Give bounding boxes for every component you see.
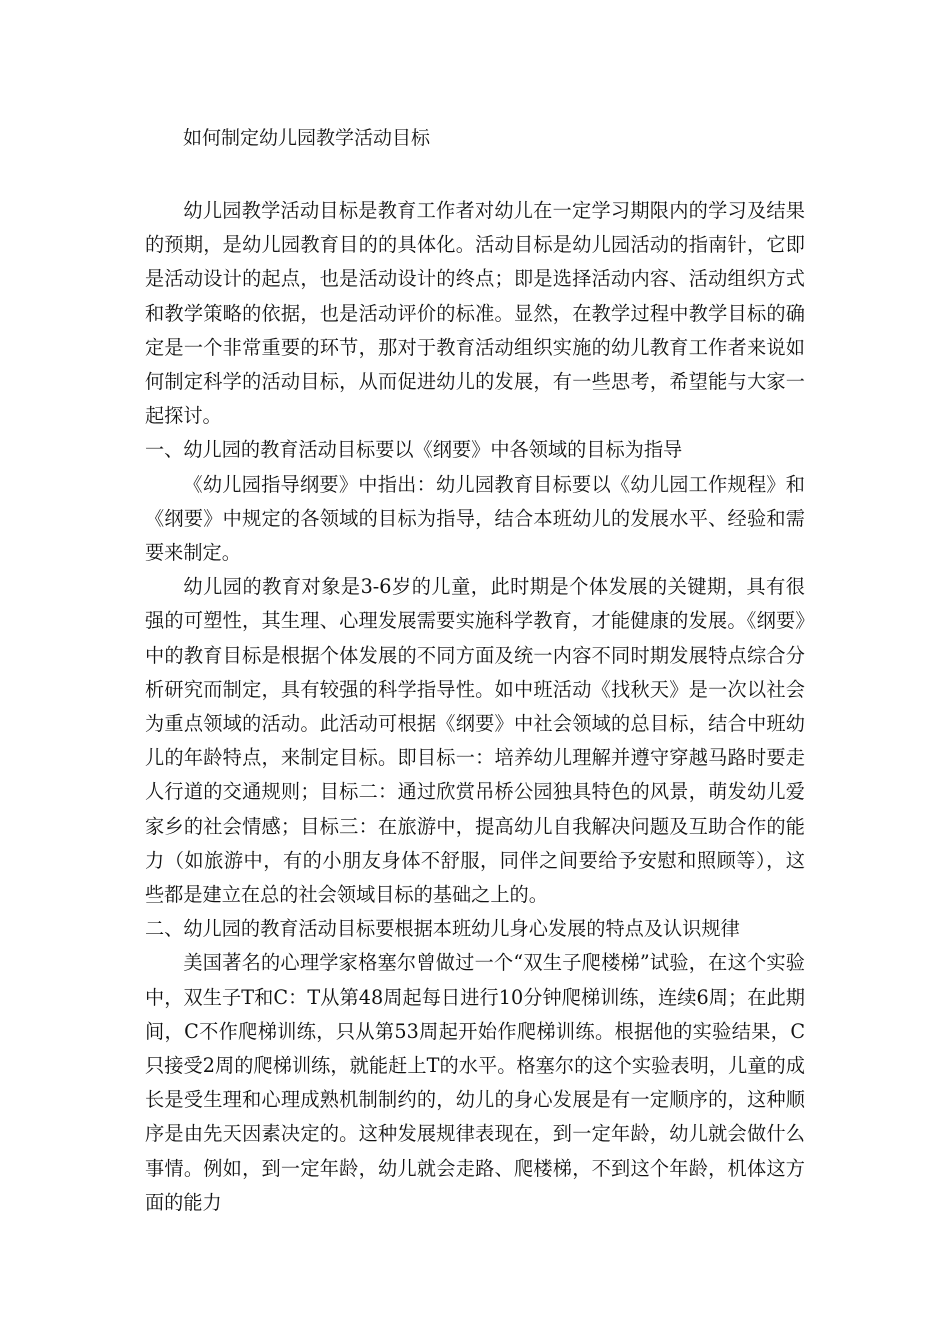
document-title: 如何制定幼儿园教学活动目标 [183, 127, 431, 149]
document-body [145, 194, 805, 1220]
section-heading-2: 二、幼儿园的教育活动目标要根据本班幼儿身心发展的特点及认识规律 [145, 917, 740, 941]
paragraph-age-characteristics: 幼儿园的教育对象是3-6岁的儿童，此时期是个体发展的关键期，具有很强的可塑性，其生理、心理发展需要实施科学教育，才能健康的发展。《纲要》中的教育目标是根据个体发展的不同方面及统一内容不同时期发展特点综合分析研究而制定，具有较强的科学指导性。如中班活动《找秋天》是一次以社会为重点领域的活动。此活动可根据《纲要》中社会领域的总目标，结合中班幼儿的年龄特点，来制定目标。即目标一：培养幼儿理解并遵守穿越马路时要走人行道的交通规则；目标二：通过欣赏吊桥公园独具特色的风景，萌发幼儿爱家乡的社会情感；目标三：在旅游中，提高幼儿自我解决问题及互助合作的能力（如旅游中，有的小朋友身体不舒服，同伴之间要给予安慰和照顾等），这些都是建立在总的社会领域目标的基础之上的。 [145, 575, 805, 907]
paragraph-twin-experiment: 美国著名的心理学家格塞尔曾做过一个“双生子爬楼梯”试验，在这个实验中，双生子T和C：T从第48周起每日进行10分钟爬梯训练，连续6周；在此期间，C不作爬梯训练，只从第53周起开始作爬梯训练。根据他的实验结果，C只接受2周的爬梯训练，就能赶上T的水平。格塞尔的这个实验表明，儿童的成长是受生理和心理成熟机制制约的，幼儿的身心发展是有一定顺序的，这种顺序是由先天因素决定的。这种发展规律表现在，到一定年龄，幼儿就会做什么事情。例如，到一定年龄，幼儿就会走路、爬楼梯，不到这个年龄，机体这方面的能力 [145, 951, 805, 1214]
paragraph-intro: 幼儿园教学活动目标是教育工作者对幼儿在一定学习期限内的学习及结果的预期，是幼儿园教育目的的具体化。活动目标是幼儿园活动的指南针，它即是活动设计的起点，也是活动设计的终点；即是选择活动内容、活动组织方式和教学策略的依据，也是活动评价的标准。显然，在教学过程中教学目标的确定是一个非常重要的环节，那对于教育活动组织实施的幼儿教育工作者来说如何制定科学的活动目标，从而促进幼儿的发展，有一些思考，希望能与大家一起探讨。 [145, 199, 805, 428]
section-heading-1: 一、幼儿园的教育活动目标要以《纲要》中各领域的目标为指导 [145, 438, 683, 462]
paragraph-guideline-quote: 《幼儿园指导纲要》中指出：幼儿园教育目标要以《幼儿园工作规程》和《纲要》中规定的各领域的目标为指导，结合本班幼儿的发展水平、经验和需要来制定。 [145, 472, 805, 565]
